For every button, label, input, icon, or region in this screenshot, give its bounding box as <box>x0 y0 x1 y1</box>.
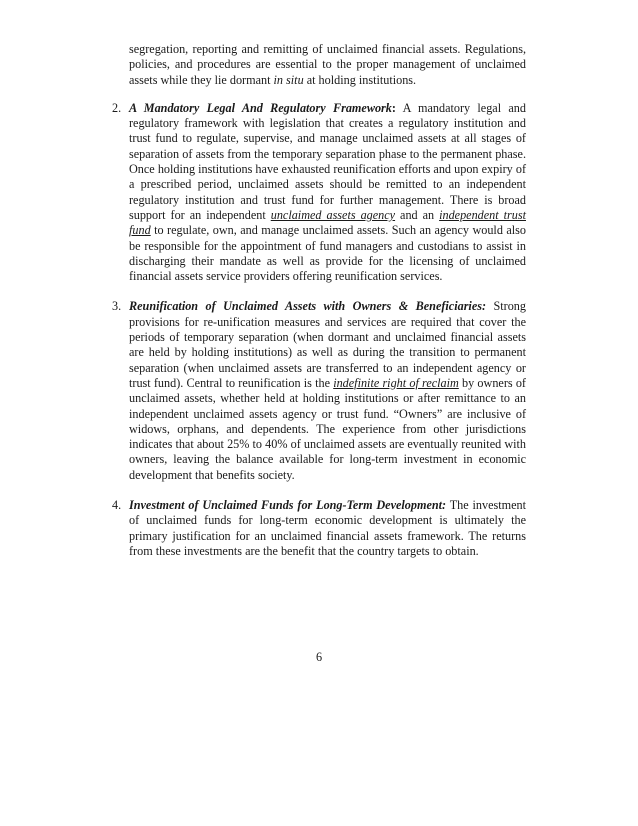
intro-text-1: segregation, reporting and remitting of unclaimed financial assets. Regulations, policies, and procedures are essential to the proper management of unclaimed assets while they lie dormant <box>129 42 526 87</box>
numbered-list <box>112 101 526 559</box>
item-number: 4. <box>112 498 122 513</box>
list-item <box>112 299 526 483</box>
page-number: 6 <box>315 650 323 664</box>
item-paragraph <box>129 299 526 483</box>
item-number: 2. <box>112 100 122 115</box>
item-paragraph <box>129 498 526 559</box>
item-text: The investment of unclaimed funds for long-term economic development is ultimately the primary justification for an unclaimed financial assets framework. The returns from these investments are the benefit that the country targets to obtain. <box>129 498 526 558</box>
item-heading: Reunification of Unclaimed Assets with Owners & Beneficiaries: <box>129 299 487 314</box>
item-emphasis: indefinite right of reclaim <box>333 375 459 390</box>
item-text: and an <box>395 207 440 222</box>
intro-emphasis: in situ <box>273 72 304 87</box>
item-heading-colon: : <box>391 100 396 115</box>
item-text: A mandatory legal and regulatory framework with legislation that creates a regulatory institution and trust fund to regulate, supervise, and manage unclaimed assets at all stages of separation of assets from the temporary separation phase to the permanent phase. Once holding institutions have exhausted reunification efforts and upon expiry of a prescribed period, unclaimed assets should be remitted to an independent regulatory institution and trust fund for further management. There is broad support for an independent <box>129 100 526 222</box>
item-text: Strong provisions for re-unification measures and services are required that cover the periods of temporary separation (when dormant and unclaimed financial assets are held by holding institutions) as well as during the transition to permanent separation (when unclaimed assets are transferred to an independent agency or trust fund). Central to reunification is the <box>129 299 526 390</box>
item-number: 3. <box>112 299 122 314</box>
item-heading: A Mandatory Legal And Regulatory Framework <box>129 100 392 115</box>
item-emphasis: independent trust fund <box>129 207 526 238</box>
item-text: by owners of unclaimed assets, whether held at holding institutions or after remittance to an independent unclaimed assets agency or trust fund. “Owners” are inclusive of widows, orphans, and dependents. The experience from other jurisdictions indicates that about 25% to 40% of unclaimed assets are eventually reunited with owners, leaving the balance available for long-term investment in economic development that benefits society. <box>129 375 526 482</box>
continued-paragraph <box>112 42 526 88</box>
page-body <box>112 42 526 559</box>
item-paragraph <box>129 101 526 285</box>
item-text: to regulate, own, and manage unclaimed assets. Such an agency would also be responsible for the appointment of fund managers and custodians to assist in discharging their mandate as well as provide for the licensing of unclaimed financial assets service providers offering reunification services. <box>129 223 526 284</box>
item-emphasis: unclaimed assets agency <box>270 207 396 222</box>
list-item <box>112 101 526 285</box>
list-item <box>112 498 526 559</box>
intro-text-2: at holding institutions. <box>303 72 417 87</box>
item-heading: Investment of Unclaimed Funds for Long-Term Development: <box>129 498 447 513</box>
